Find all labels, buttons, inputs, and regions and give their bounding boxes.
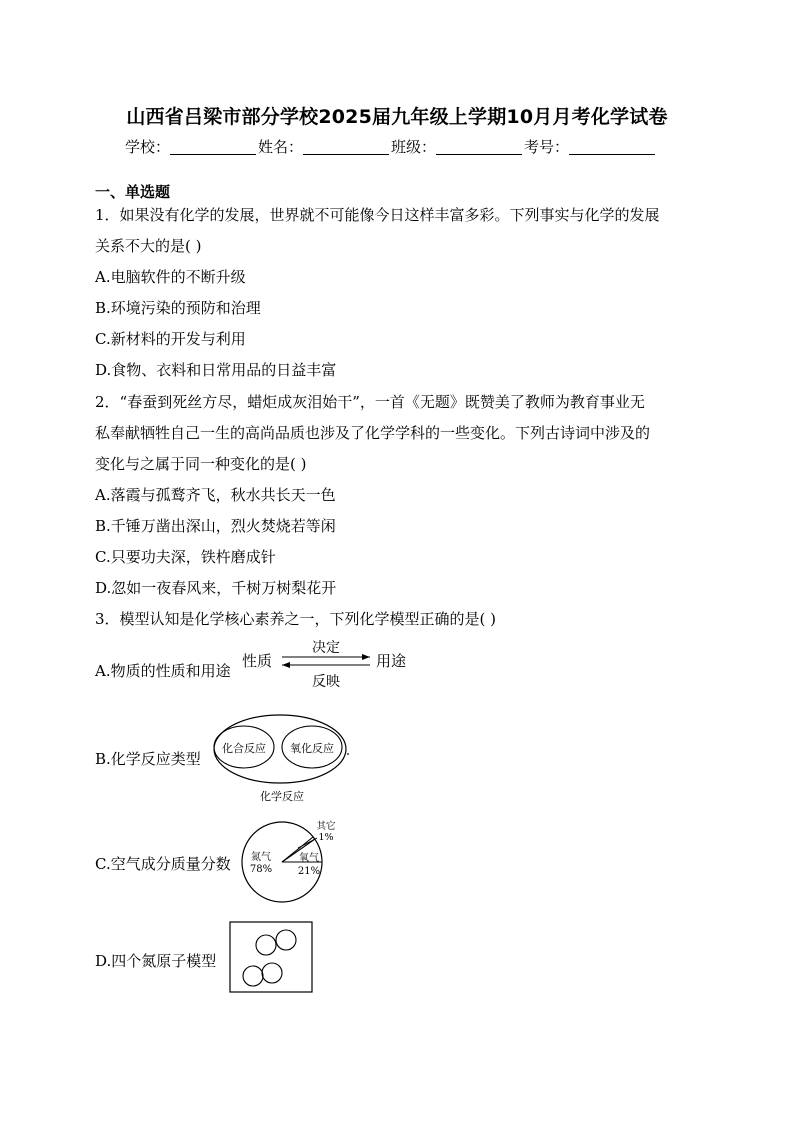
q2-option-c: C.只要功夫深，铁杵磨成针 [95, 548, 276, 566]
property-use-diagram [240, 638, 420, 690]
reflect-text: 反映 [312, 674, 340, 690]
q1-stem-line1: 1．如果没有化学的发展，世界就不可能像今日这样丰富多彩。下列事实与化学的发展 [95, 206, 660, 224]
q2-stem-line2: 私奉献牺牲自己一生的高尚品质也涉及了化学学科的一些变化。下列古诗词中涉及的 [95, 424, 651, 442]
section-heading: 一、单选题 [95, 183, 171, 201]
q1-option-a: A.电脑软件的不断升级 [95, 268, 246, 286]
o2-pct-text: 21% [297, 866, 321, 877]
school-label: 学校： [125, 138, 171, 156]
number-label: 考号： [524, 138, 570, 156]
atom-circle-1 [256, 935, 276, 955]
q2-stem-line1: 2．“春蚕到死丝方尽，蜡炬成灰泪始干”，一首《无题》既赞美了教师为教育事业无 [95, 393, 645, 411]
q2-option-b: B.千锤万凿出深山，烈火焚烧若等闲 [95, 517, 336, 535]
name-blank [303, 138, 389, 155]
atom-circle-3 [243, 966, 263, 986]
forward-arrowhead-icon [362, 654, 370, 660]
q3-option-c-label: C.空气成分质量分数 [95, 855, 231, 873]
q2-stem-line3: 变化与之属于同一种变化的是( ) [95, 455, 307, 473]
number-blank [569, 138, 655, 155]
determine-text: 决定 [312, 640, 340, 656]
q3-option-a-label: A.物质的性质和用途 [95, 662, 231, 680]
q1-option-b: B.环境污染的预防和治理 [95, 299, 261, 317]
q2-option-a: A.落霞与孤鹜齐飞，秋水共长天一色 [95, 486, 336, 504]
q1-option-d: D.食物、衣料和日常用品的日益丰富 [95, 361, 337, 379]
q1-stem-line2: 关系不大的是( ) [95, 237, 202, 255]
oxidation-reaction-text: 氧化反应 [290, 742, 334, 755]
student-info-row [125, 136, 657, 157]
comma-dot [347, 753, 349, 755]
n2-name-text: 氮气 [251, 852, 271, 863]
backward-arrowhead-icon [282, 662, 290, 668]
class-label: 班级： [391, 138, 437, 156]
nitrogen-atoms-model [228, 920, 316, 994]
o2-name-text: 氧气 [299, 853, 319, 864]
model-frame [230, 922, 312, 992]
chemical-reaction-text: 化学反应 [260, 790, 304, 803]
q3-stem: 3．模型认知是化学核心素养之一，下列化学模型正确的是( ) [95, 610, 497, 628]
q2-option-d: D.忽如一夜春风来，千树万树梨花开 [95, 579, 337, 597]
n2-pct-text: 78% [249, 864, 273, 875]
q1-option-c: C.新材料的开发与利用 [95, 330, 246, 348]
other-pct-text: 1% [318, 832, 334, 843]
air-composition-pie [238, 818, 348, 906]
combination-reaction-text: 化合反应 [222, 742, 266, 755]
q3-option-b-label: B.化学反应类型 [95, 750, 201, 768]
reaction-type-diagram [208, 712, 358, 804]
school-blank [170, 138, 256, 155]
name-label: 姓名： [258, 138, 304, 156]
other-name-text: 其它 [316, 821, 336, 832]
class-blank [436, 138, 522, 155]
use-text: 用途 [376, 652, 407, 670]
property-text: 性质 [242, 652, 273, 670]
page-title: 山西省吕梁市部分学校2025届九年级上学期10月月考化学试卷 [126, 106, 668, 128]
other-leader-line [298, 838, 317, 848]
q3-option-d-label: D.四个氮原子模型 [95, 952, 217, 970]
atom-circle-4 [262, 963, 282, 983]
atom-circle-2 [276, 930, 296, 950]
